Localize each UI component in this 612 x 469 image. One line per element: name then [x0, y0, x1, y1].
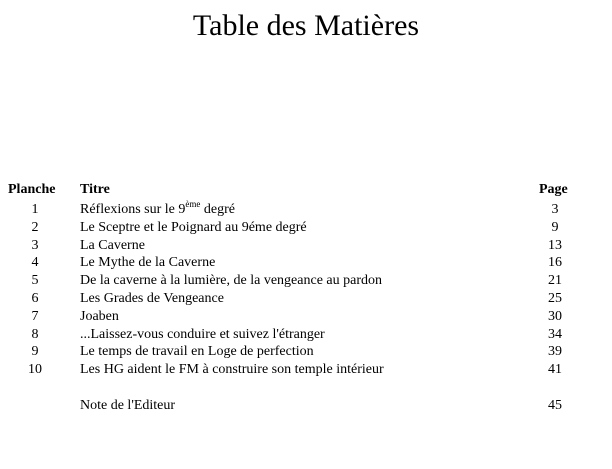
toc-note-row — [0, 397, 612, 415]
toc-row — [0, 361, 612, 379]
planche-number: 10 — [28, 362, 42, 378]
entry-title-text: Réflexions sur le 9 — [80, 202, 186, 217]
page-number: 41 — [548, 362, 562, 378]
page-number: 30 — [548, 308, 562, 324]
entry-title: Le temps de travail en Loge de perfection — [80, 344, 314, 360]
planche-number: 4 — [31, 255, 39, 271]
page-number: 34 — [548, 326, 562, 342]
toc-row — [0, 254, 612, 272]
entry-title-suffix: degré — [200, 202, 235, 217]
entry-title: De la caverne à la lumière, de la vengeance au pardon — [80, 273, 382, 289]
page-number: 25 — [548, 290, 562, 306]
planche-number: 8 — [31, 326, 39, 342]
planche-number: 9 — [31, 344, 39, 360]
page-number: 3 — [551, 202, 559, 217]
toc-row — [0, 326, 612, 344]
entry-title: Le Sceptre et le Poignard au 9éme degré — [80, 219, 307, 235]
page-number: 9 — [551, 219, 559, 235]
planche-number: 6 — [31, 290, 39, 306]
toc-list — [0, 201, 612, 415]
toc-row — [0, 201, 612, 219]
planche-number: 2 — [31, 219, 39, 235]
page-number: 21 — [548, 273, 562, 289]
entry-title — [80, 201, 235, 219]
toc-row — [0, 308, 612, 326]
toc-row — [0, 290, 612, 308]
planche-number: 1 — [31, 202, 39, 217]
toc-row — [0, 343, 612, 361]
page-number: 16 — [548, 255, 562, 271]
header-titre: Titre — [80, 182, 110, 197]
entry-title: Les Grades de Vengeance — [80, 290, 224, 306]
entry-title: Joaben — [80, 308, 119, 324]
note-page-number: 45 — [548, 397, 562, 413]
entry-title: La Caverne — [80, 237, 145, 253]
entry-title: ...Laissez-vous conduire et suivez l'étranger — [80, 326, 325, 342]
toc-row — [0, 219, 612, 237]
planche-number: 3 — [31, 237, 39, 253]
page-number: 13 — [548, 237, 562, 253]
header-page: Page — [539, 182, 568, 197]
planche-number: 5 — [31, 273, 39, 289]
entry-title: Le Mythe de la Caverne — [80, 255, 216, 271]
note-title: Note de l'Editeur — [80, 397, 176, 413]
page-number: 39 — [548, 344, 562, 360]
entry-title-superscript: ème — [185, 199, 201, 209]
page-title: Table des Matières — [192, 9, 420, 42]
entry-title: Les HG aident le FM à construire son temple intérieur — [80, 362, 384, 378]
toc-row — [0, 237, 612, 255]
toc-row — [0, 272, 612, 290]
header-planche: Planche — [8, 182, 56, 197]
planche-number: 7 — [31, 308, 39, 324]
